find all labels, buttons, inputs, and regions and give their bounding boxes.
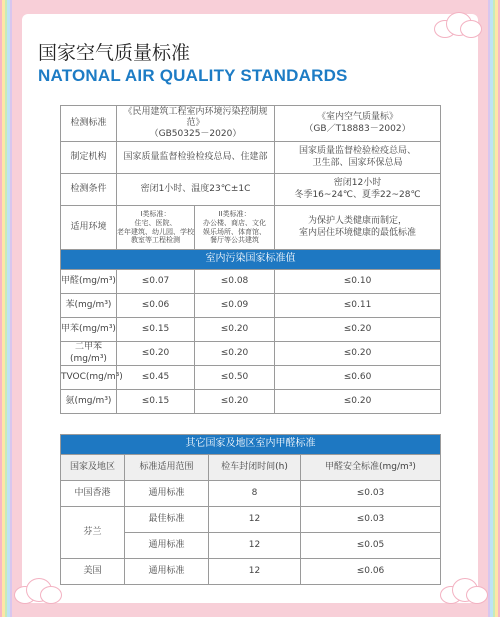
- pollutant-name: 二甲苯(mg/m³): [61, 342, 117, 366]
- rainbow-stripes-left: [0, 0, 12, 617]
- standard-gb50325-cell: [117, 106, 275, 142]
- cloud-decoration-bottom-left: [14, 578, 60, 604]
- cell-line: 国家质量监督检验检疫总局、: [299, 146, 417, 157]
- national-standards-table: [60, 105, 441, 414]
- cell-line: I类标准：: [140, 210, 171, 218]
- class-i-cell: [117, 206, 195, 250]
- pollutant-name: 甲醛(mg/m³): [61, 270, 117, 294]
- class-ii-value: ≤0.50: [195, 366, 275, 390]
- cell-line: 教室等工程检测: [131, 236, 180, 245]
- page-subtitle: NATONAL AIR QUALITY STANDARDS: [38, 66, 348, 85]
- agency-cell: 国家质量监督检验检疫总局、住建部: [117, 142, 275, 174]
- cell-line: 餐厅等公共建筑: [210, 236, 259, 245]
- hours-cell: 8: [209, 481, 301, 507]
- cell-line: II类标准：: [218, 210, 251, 218]
- class-ii-value: ≤0.20: [195, 390, 275, 414]
- condition-cell: 密闭1小时、温度23℃±1C: [117, 174, 275, 206]
- row-label: 适用环境: [61, 206, 117, 250]
- limit-cell: ≤0.03: [301, 481, 441, 507]
- other-regions-table: [60, 434, 441, 585]
- class-ii-value: ≤0.20: [195, 342, 275, 366]
- table-band-row: [61, 250, 441, 270]
- gbt-value: ≤0.10: [275, 270, 441, 294]
- gbt-value: ≤0.20: [275, 318, 441, 342]
- cell-line: 为保护人类健康而制定，: [308, 216, 408, 227]
- cloud-decoration-top: [434, 12, 480, 38]
- class-i-value: ≤0.07: [117, 270, 195, 294]
- pollutant-name: 氨(mg/m³): [61, 390, 117, 414]
- scope-cell: 通用标准: [125, 533, 209, 559]
- table-row: [61, 174, 441, 206]
- gbt-value: ≤0.20: [275, 342, 441, 366]
- gbt-value: ≤0.20: [275, 390, 441, 414]
- cell-line: 室内居住环境健康的最低标准: [299, 227, 417, 238]
- pollutant-name: 甲苯(mg/m³): [61, 318, 117, 342]
- environment-cell: [275, 206, 441, 250]
- class-i-value: ≤0.15: [117, 390, 195, 414]
- class-i-value: ≤0.15: [117, 318, 195, 342]
- condition-cell: [275, 174, 441, 206]
- cell-line: 住宅、医院、: [134, 218, 177, 227]
- table-row: [61, 270, 441, 294]
- section-band: 其它国家及地区室内甲醛标准: [61, 435, 441, 455]
- table-row: [61, 294, 441, 318]
- limit-cell: ≤0.06: [301, 559, 441, 585]
- cell-line: 卫生部、国家环保总局: [312, 157, 403, 168]
- limit-cell: ≤0.03: [301, 507, 441, 533]
- limit-cell: ≤0.05: [301, 533, 441, 559]
- pollutant-name: TVOC(mg/m³): [61, 366, 117, 390]
- region-cell: 中国香港: [61, 481, 125, 507]
- gbt-value: ≤0.60: [275, 366, 441, 390]
- pollutant-name: 苯(mg/m³): [61, 294, 117, 318]
- cell-line: （GB50325－2020）: [149, 129, 242, 140]
- row-label: 制定机构: [61, 142, 117, 174]
- cell-line: 办公楼、商店、文化: [203, 218, 266, 227]
- column-header: 国家及地区: [61, 455, 125, 481]
- cell-line: 娱乐场所、体育馆、: [203, 227, 266, 236]
- class-ii-value: ≤0.09: [195, 294, 275, 318]
- column-header: 甲醛安全标准(mg/m³): [301, 455, 441, 481]
- cell-line: 《室内空气质量标》: [317, 112, 399, 123]
- cell-line: 《民用建筑工程室内环境污染控制规范》: [123, 106, 268, 128]
- region-cell: 美国: [61, 559, 125, 585]
- scope-cell: 通用标准: [125, 559, 209, 585]
- table-row: [61, 507, 441, 533]
- scope-cell: 通用标准: [125, 481, 209, 507]
- region-cell: 芬兰: [61, 507, 125, 559]
- table-header-row: [61, 455, 441, 481]
- section-band: 室内污染国家标准值: [61, 250, 441, 270]
- table-row: [61, 481, 441, 507]
- page-title: 国家空气质量标准: [38, 42, 191, 64]
- class-i-value: ≤0.45: [117, 366, 195, 390]
- column-header: 检车封闭时间(h): [209, 455, 301, 481]
- table-row: [61, 559, 441, 585]
- table-row: [61, 318, 441, 342]
- row-label: 检测条件: [61, 174, 117, 206]
- table-row: [61, 342, 441, 366]
- hours-cell: 12: [209, 559, 301, 585]
- row-label: 检测标准: [61, 106, 117, 142]
- class-ii-cell: [195, 206, 275, 250]
- table-row: [61, 106, 441, 142]
- class-ii-value: ≤0.08: [195, 270, 275, 294]
- table-row: [61, 206, 441, 250]
- standard-gbt18883-cell: [275, 106, 441, 142]
- hours-cell: 12: [209, 533, 301, 559]
- table-row: [61, 366, 441, 390]
- gbt-value: ≤0.11: [275, 294, 441, 318]
- agency-cell: [275, 142, 441, 174]
- cloud-decoration-bottom-right: [440, 578, 486, 604]
- table-row: [61, 142, 441, 174]
- cell-line: 冬季16~24℃、夏季22~28℃: [294, 189, 421, 200]
- cell-line: （GB／T18883－2002）: [304, 123, 411, 134]
- cell-line: 老年建筑、幼儿园、学校: [117, 227, 194, 236]
- hours-cell: 12: [209, 507, 301, 533]
- column-header: 标准适用范围: [125, 455, 209, 481]
- class-i-value: ≤0.20: [117, 342, 195, 366]
- rainbow-stripes-right: [488, 0, 500, 617]
- class-ii-value: ≤0.20: [195, 318, 275, 342]
- table-band-row: [61, 435, 441, 455]
- cell-line: 密闭12小时: [333, 178, 382, 189]
- class-i-value: ≤0.06: [117, 294, 195, 318]
- table-row: [61, 390, 441, 414]
- scope-cell: 最佳标准: [125, 507, 209, 533]
